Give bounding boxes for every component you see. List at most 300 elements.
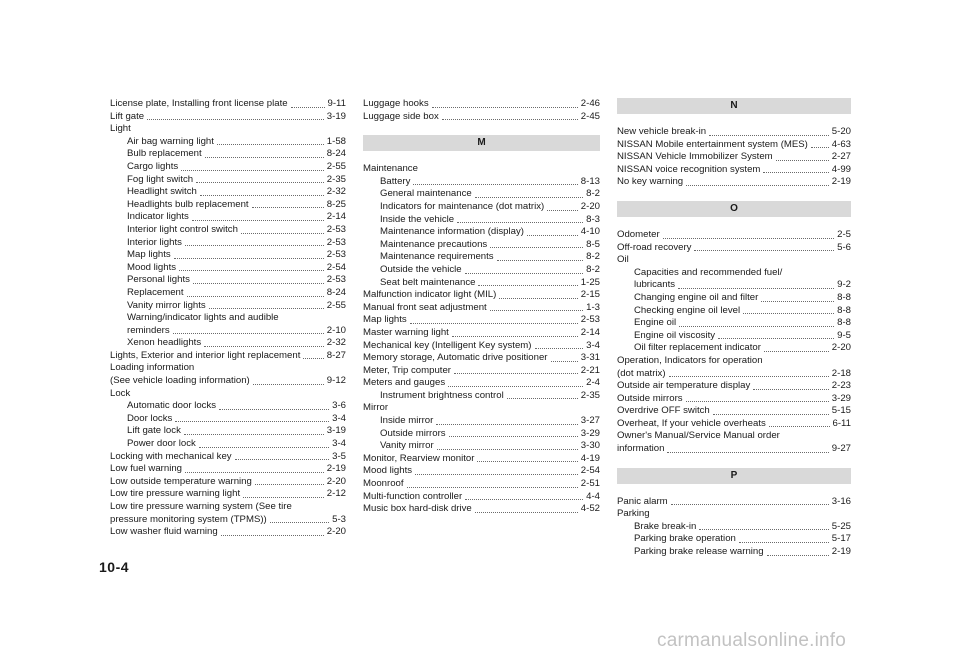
entry-label: NISSAN voice recognition system bbox=[617, 163, 761, 175]
index-entry-luggage-hooks bbox=[363, 98, 600, 111]
entry-label: Meters and gauges bbox=[363, 377, 446, 389]
index-entry-nissan-vehicle-immobilizer-system bbox=[617, 151, 851, 164]
dot-leader bbox=[452, 336, 578, 337]
dot-leader bbox=[663, 238, 834, 239]
dot-leader bbox=[679, 326, 834, 327]
entry-page-ref: 2-15 bbox=[580, 289, 600, 301]
dot-leader bbox=[686, 185, 829, 186]
entry-page-ref: 2-12 bbox=[326, 488, 346, 500]
entry-page-ref: 2-5 bbox=[837, 228, 851, 240]
index-entry-pressure-monitoring-system-tpms bbox=[110, 514, 346, 527]
spacer bbox=[363, 123, 600, 135]
index-entry-meter-trip-computer bbox=[363, 365, 600, 378]
dot-leader bbox=[415, 474, 578, 475]
entry-label: Memory storage, Automatic drive positioner bbox=[363, 352, 548, 364]
index-heading-warning-indicator-lights-and-audible: Warning/indicator lights and audible bbox=[127, 312, 279, 324]
entry-label: Xenon headlights bbox=[127, 337, 202, 349]
entry-page-ref: 2-35 bbox=[580, 389, 600, 401]
entry-page-ref: 8-8 bbox=[837, 317, 851, 329]
index-entry-vanity-mirror bbox=[363, 440, 600, 453]
dot-leader bbox=[739, 542, 829, 543]
entry-page-ref: 3-29 bbox=[831, 392, 851, 404]
index-entry-multi-function-controller bbox=[363, 491, 600, 504]
entry-page-ref: 5-6 bbox=[837, 241, 851, 253]
entry-label: Lift gate bbox=[110, 110, 145, 122]
entry-label: Multi-function controller bbox=[363, 490, 463, 502]
entry-label: Inside the vehicle bbox=[380, 213, 455, 225]
dot-leader bbox=[764, 351, 829, 352]
section-letter-m: M bbox=[363, 135, 600, 151]
entry-page-ref: 8-2 bbox=[586, 188, 600, 200]
entry-page-ref: 2-51 bbox=[580, 478, 600, 490]
dot-leader bbox=[291, 107, 325, 108]
index-entry-air-bag-warning-light bbox=[110, 136, 346, 149]
index-entry-power-door-lock bbox=[110, 438, 346, 451]
entry-label: Off-road recovery bbox=[617, 241, 692, 253]
entry-page-ref: 2-35 bbox=[326, 173, 346, 185]
entry-page-ref: 3-19 bbox=[326, 110, 346, 122]
dot-leader bbox=[252, 207, 324, 208]
dot-leader bbox=[187, 296, 324, 297]
entry-label: Outside mirrors bbox=[380, 427, 446, 439]
entry-label: Low tire pressure warning light bbox=[110, 488, 241, 500]
entry-page-ref: 3-4 bbox=[586, 339, 600, 351]
entry-label: No key warning bbox=[617, 176, 684, 188]
dot-leader bbox=[217, 144, 324, 145]
entry-page-ref: 8-27 bbox=[326, 349, 346, 361]
entry-page-ref: 8-13 bbox=[580, 175, 600, 187]
entry-label: Interior light control switch bbox=[127, 223, 238, 235]
entry-label: (See vehicle loading information) bbox=[110, 375, 250, 387]
entry-page-ref: 2-14 bbox=[326, 211, 346, 223]
dot-leader bbox=[743, 313, 834, 314]
dot-leader bbox=[694, 250, 834, 251]
entry-page-ref: 4-4 bbox=[586, 490, 600, 502]
entry-page-ref: 3-30 bbox=[580, 440, 600, 452]
dot-leader bbox=[270, 522, 329, 523]
spacer bbox=[617, 484, 851, 496]
index-entry-master-warning-light bbox=[363, 327, 600, 340]
entry-page-ref: 2-55 bbox=[326, 299, 346, 311]
dot-leader bbox=[499, 298, 577, 299]
dot-leader bbox=[173, 333, 324, 334]
dot-leader bbox=[761, 301, 834, 302]
index-heading-oil: Oil bbox=[617, 254, 629, 266]
index-entry-lift-gate bbox=[110, 111, 346, 124]
index-entry-low-tire-pressure-warning-light bbox=[110, 488, 346, 501]
dot-leader bbox=[669, 376, 829, 377]
index-entry-monitor-rearview-monitor bbox=[363, 453, 600, 466]
entry-label: Odometer bbox=[617, 228, 660, 240]
dot-leader bbox=[686, 401, 829, 402]
entry-page-ref: 4-99 bbox=[831, 163, 851, 175]
dot-leader bbox=[811, 147, 829, 148]
index-entry-oil-filter-replacement-indicator bbox=[617, 342, 851, 355]
entry-label: General maintenance bbox=[380, 188, 472, 200]
entry-label: pressure monitoring system (TPMS)) bbox=[110, 513, 267, 525]
index-entry-outside-mirrors bbox=[363, 428, 600, 441]
entry-label: Lights, Exterior and interior light replacement bbox=[110, 349, 301, 361]
entry-label: Low washer fluid warning bbox=[110, 526, 218, 538]
entry-page-ref: 2-53 bbox=[326, 223, 346, 235]
entry-page-ref: 2-54 bbox=[326, 261, 346, 273]
dot-leader bbox=[535, 348, 584, 349]
entry-label: Moonroof bbox=[363, 478, 404, 490]
entry-label: Luggage hooks bbox=[363, 98, 429, 109]
entry-label: Parking brake release warning bbox=[634, 546, 764, 558]
entry-label: Low fuel warning bbox=[110, 463, 182, 475]
watermark-text: carmanualsonline.info bbox=[657, 630, 847, 651]
dot-leader bbox=[667, 452, 828, 453]
entry-label: information bbox=[617, 443, 665, 455]
index-entry-music-box-hard-disk-drive bbox=[363, 503, 600, 516]
entry-page-ref: 5-20 bbox=[831, 126, 851, 137]
entry-label: Outside mirrors bbox=[617, 392, 683, 404]
index-entry-bulb-replacement bbox=[110, 148, 346, 161]
index-heading-parking: Parking bbox=[617, 508, 650, 520]
dot-leader bbox=[477, 461, 577, 462]
dot-leader bbox=[475, 512, 578, 513]
section-letter-o: O bbox=[617, 201, 851, 217]
index-entry-replacement bbox=[110, 287, 346, 300]
index-entry-mood-lights bbox=[110, 262, 346, 275]
index-entry-engine-oil-viscosity bbox=[617, 330, 851, 343]
entry-label: Parking brake operation bbox=[634, 533, 736, 545]
dot-leader bbox=[507, 398, 578, 399]
index-entry-new-vehicle-break-in bbox=[617, 126, 851, 139]
entry-page-ref: 2-20 bbox=[326, 475, 346, 487]
entry-label: Instrument brightness control bbox=[380, 389, 504, 401]
dot-leader bbox=[196, 182, 324, 183]
entry-label: Door locks bbox=[127, 412, 173, 424]
entry-label: Vanity mirror bbox=[380, 440, 434, 452]
index-entry-maintenance-requirements bbox=[363, 251, 600, 264]
dot-leader bbox=[527, 235, 578, 236]
entry-page-ref: 9-27 bbox=[831, 443, 851, 455]
index-entry-lights-exterior-and-interior-light-repla bbox=[110, 350, 346, 363]
index-entry-information bbox=[617, 443, 851, 456]
entry-label: Indicator lights bbox=[127, 211, 189, 223]
entry-page-ref: 3-19 bbox=[326, 425, 346, 437]
index-entry-map-lights bbox=[110, 249, 346, 262]
index-entry-locking-with-mechanical-key bbox=[110, 451, 346, 464]
entry-page-ref: 5-15 bbox=[831, 405, 851, 417]
entry-label: Low outside temperature warning bbox=[110, 475, 252, 487]
spacer bbox=[617, 217, 851, 229]
entry-label: Vanity mirror lights bbox=[127, 299, 206, 311]
dot-leader bbox=[671, 504, 829, 505]
index-entry-lift-gate-lock bbox=[110, 425, 346, 438]
dot-leader bbox=[475, 197, 583, 198]
entry-label: Outside the vehicle bbox=[380, 263, 462, 275]
entry-page-ref: 2-32 bbox=[326, 337, 346, 349]
entry-page-ref: 8-25 bbox=[326, 198, 346, 210]
index-entry-instrument-brightness-control bbox=[363, 390, 600, 403]
index-entry-checking-engine-oil-level bbox=[617, 305, 851, 318]
index-heading-capacities-and-recommended-fuel: Capacities and recommended fuel/ bbox=[634, 266, 783, 278]
dot-leader bbox=[776, 160, 829, 161]
index-entry-indicator-lights bbox=[110, 211, 346, 224]
dot-leader bbox=[241, 233, 324, 234]
entry-page-ref: 2-4 bbox=[586, 377, 600, 389]
dot-leader bbox=[243, 497, 324, 498]
entry-page-ref: 2-14 bbox=[580, 326, 600, 338]
entry-page-ref: 3-27 bbox=[580, 415, 600, 427]
index-entry-inside-the-vehicle bbox=[363, 214, 600, 227]
dot-leader bbox=[678, 288, 834, 289]
dot-leader bbox=[303, 358, 323, 359]
dot-leader bbox=[193, 283, 324, 284]
index-heading-maintenance: Maintenance bbox=[363, 163, 418, 175]
entry-page-ref: 2-45 bbox=[580, 110, 600, 122]
entry-label: Engine oil bbox=[634, 317, 677, 329]
dot-leader bbox=[221, 535, 324, 536]
index-entry-fog-light-switch bbox=[110, 174, 346, 187]
entry-page-ref: 9-11 bbox=[327, 98, 346, 109]
index-entry-seat-belt-maintenance bbox=[363, 277, 600, 290]
dot-leader bbox=[699, 529, 828, 530]
entry-page-ref: 2-54 bbox=[580, 465, 600, 477]
entry-page-ref: 2-53 bbox=[580, 314, 600, 326]
index-heading-owner-s-manual-service-manual-order: Owner's Manual/Service Manual order bbox=[617, 430, 780, 442]
entry-page-ref: 3-6 bbox=[332, 400, 346, 412]
entry-page-ref: 2-21 bbox=[580, 364, 600, 376]
index-entry-mood-lights bbox=[363, 465, 600, 478]
dot-leader bbox=[219, 409, 329, 410]
index-entry-automatic-door-locks bbox=[110, 400, 346, 413]
entry-label: NISSAN Mobile entertainment system (MES) bbox=[617, 138, 808, 150]
entry-label: Panic alarm bbox=[617, 495, 668, 507]
dot-leader bbox=[442, 119, 578, 120]
entry-label: Mechanical key (Intelligent Key system) bbox=[363, 339, 532, 351]
entry-page-ref: 2-20 bbox=[326, 526, 346, 538]
entry-page-ref: 8-24 bbox=[326, 148, 346, 160]
entry-label: Engine oil viscosity bbox=[634, 329, 716, 341]
entry-page-ref: 1-25 bbox=[580, 276, 600, 288]
dot-leader bbox=[436, 424, 577, 425]
dot-leader bbox=[767, 555, 829, 556]
entry-page-ref: 8-2 bbox=[586, 251, 600, 263]
index-entry-interior-lights bbox=[110, 237, 346, 250]
entry-page-ref: 2-32 bbox=[326, 186, 346, 198]
dot-leader bbox=[147, 119, 324, 120]
dot-leader bbox=[185, 472, 324, 473]
entry-page-ref: 5-25 bbox=[831, 520, 851, 532]
entry-label: NISSAN Vehicle Immobilizer System bbox=[617, 151, 773, 163]
index-entry-outside-the-vehicle bbox=[363, 264, 600, 277]
index-entry-no-key-warning bbox=[617, 176, 851, 189]
index-heading-light: Light bbox=[110, 123, 131, 135]
entry-page-ref: 4-19 bbox=[580, 452, 600, 464]
dot-leader bbox=[175, 421, 329, 422]
index-entry-indicators-for-maintenance-dot-matrix bbox=[363, 201, 600, 214]
dot-leader bbox=[763, 172, 828, 173]
entry-label: Automatic door locks bbox=[127, 400, 217, 412]
dot-leader bbox=[179, 270, 324, 271]
entry-label: Map lights bbox=[363, 314, 407, 326]
index-entry-see-vehicle-loading-information bbox=[110, 375, 346, 388]
entry-page-ref: 8-2 bbox=[586, 263, 600, 275]
entry-label: Malfunction indicator light (MIL) bbox=[363, 289, 497, 301]
index-entry-panic-alarm bbox=[617, 496, 851, 509]
index-entry-overdrive-off-switch bbox=[617, 405, 851, 418]
entry-page-ref: 3-4 bbox=[332, 412, 346, 424]
index-entry-interior-light-control-switch bbox=[110, 224, 346, 237]
index-column-2 bbox=[363, 98, 600, 516]
entry-page-ref: 8-8 bbox=[837, 304, 851, 316]
index-entry-reminders bbox=[110, 325, 346, 338]
index-entry-door-locks bbox=[110, 413, 346, 426]
entry-label: Battery bbox=[380, 175, 411, 187]
entry-page-ref: 2-27 bbox=[831, 151, 851, 163]
entry-label: Mood lights bbox=[127, 261, 177, 273]
entry-label: (dot matrix) bbox=[617, 367, 666, 379]
index-entry-memory-storage-automatic-drive-positione bbox=[363, 352, 600, 365]
dot-leader bbox=[209, 308, 324, 309]
section-letter-n: N bbox=[617, 98, 851, 114]
index-entry-general-maintenance bbox=[363, 188, 600, 201]
entry-label: Fog light switch bbox=[127, 173, 194, 185]
index-heading-low-tire-pressure-warning-system-see-tir: Low tire pressure warning system (See tire bbox=[110, 501, 292, 512]
index-entry-low-fuel-warning bbox=[110, 463, 346, 476]
entry-label: Luggage side box bbox=[363, 110, 439, 122]
dot-leader bbox=[478, 285, 577, 286]
entry-page-ref: 2-20 bbox=[580, 200, 600, 212]
entry-label: Outside air temperature display bbox=[617, 380, 751, 392]
dot-leader bbox=[253, 384, 324, 385]
entry-label: Personal lights bbox=[127, 274, 190, 286]
index-heading-lock: Lock bbox=[110, 387, 131, 399]
index-entry-lubricants bbox=[617, 279, 851, 292]
index-entry-cargo-lights bbox=[110, 161, 346, 174]
spacer bbox=[363, 151, 600, 163]
entry-page-ref: 2-53 bbox=[326, 274, 346, 286]
index-column-1 bbox=[110, 98, 346, 539]
dot-leader bbox=[407, 487, 578, 488]
index-entry-low-washer-fluid-warning bbox=[110, 526, 346, 539]
entry-page-ref: 2-19 bbox=[831, 546, 851, 558]
dot-leader bbox=[437, 449, 578, 450]
index-entry-battery bbox=[363, 176, 600, 189]
index-entry-malfunction-indicator-light-mil bbox=[363, 289, 600, 302]
entry-label: Mood lights bbox=[363, 465, 413, 477]
entry-page-ref: 1-3 bbox=[586, 301, 600, 313]
entry-page-ref: 8-3 bbox=[586, 213, 600, 225]
dot-leader bbox=[204, 346, 324, 347]
entry-label: Map lights bbox=[127, 249, 171, 261]
dot-leader bbox=[449, 436, 578, 437]
dot-leader bbox=[199, 447, 329, 448]
entry-page-ref: 2-53 bbox=[326, 236, 346, 248]
dot-leader bbox=[174, 258, 324, 259]
index-entry-low-outside-temperature-warning bbox=[110, 476, 346, 489]
dot-leader bbox=[200, 195, 324, 196]
dot-leader bbox=[205, 157, 324, 158]
entry-page-ref: 8-24 bbox=[326, 286, 346, 298]
dot-leader bbox=[235, 459, 330, 460]
entry-label: Interior lights bbox=[127, 236, 182, 248]
entry-label: Manual front seat adjustment bbox=[363, 301, 487, 313]
index-entry-outside-mirrors bbox=[617, 393, 851, 406]
entry-page-ref: 3-31 bbox=[580, 352, 600, 364]
entry-label: License plate, Installing front license plate bbox=[110, 98, 288, 109]
dot-leader bbox=[255, 484, 324, 485]
index-heading-mirror: Mirror bbox=[363, 402, 389, 414]
dot-leader bbox=[490, 310, 583, 311]
entry-page-ref: 9-12 bbox=[326, 375, 346, 387]
entry-page-ref: 3-16 bbox=[831, 495, 851, 507]
dot-leader bbox=[551, 361, 578, 362]
entry-page-ref: 2-19 bbox=[326, 463, 346, 475]
index-entry-headlight-switch bbox=[110, 186, 346, 199]
entry-label: New vehicle break-in bbox=[617, 126, 707, 137]
entry-page-ref: 4-52 bbox=[580, 503, 600, 515]
dot-leader bbox=[465, 273, 584, 274]
dot-leader bbox=[709, 135, 829, 136]
index-entry-parking-brake-operation bbox=[617, 533, 851, 546]
dot-leader bbox=[713, 414, 829, 415]
index-entry-moonroof bbox=[363, 478, 600, 491]
entry-label: Oil filter replacement indicator bbox=[634, 342, 761, 354]
entry-label: Lift gate lock bbox=[127, 425, 181, 437]
dot-leader bbox=[184, 434, 324, 435]
dot-leader bbox=[547, 210, 578, 211]
dot-leader bbox=[413, 184, 577, 185]
entry-page-ref: 8-8 bbox=[837, 291, 851, 303]
dot-leader bbox=[192, 220, 324, 221]
entry-label: lubricants bbox=[634, 279, 676, 291]
dot-leader bbox=[432, 107, 578, 108]
dot-leader bbox=[448, 386, 583, 387]
dot-leader bbox=[410, 323, 578, 324]
entry-page-ref: 1-58 bbox=[326, 135, 346, 147]
entry-page-ref: 2-19 bbox=[831, 176, 851, 188]
entry-label: Air bag warning light bbox=[127, 135, 214, 147]
entry-label: Headlight switch bbox=[127, 186, 197, 198]
entry-page-ref: 4-63 bbox=[831, 138, 851, 150]
entry-label: Headlights bulb replacement bbox=[127, 198, 249, 210]
entry-label: Indicators for maintenance (dot matrix) bbox=[380, 200, 545, 212]
entry-label: Overdrive OFF switch bbox=[617, 405, 710, 417]
entry-label: Seat belt maintenance bbox=[380, 276, 476, 288]
entry-page-ref: 2-18 bbox=[831, 367, 851, 379]
spacer bbox=[617, 189, 851, 201]
dot-leader bbox=[181, 170, 324, 171]
dot-leader bbox=[718, 338, 834, 339]
entry-label: reminders bbox=[127, 324, 170, 336]
entry-label: Brake break-in bbox=[634, 520, 697, 532]
entry-page-ref: 3-5 bbox=[332, 450, 346, 462]
entry-page-ref: 2-55 bbox=[326, 160, 346, 172]
index-entry-brake-break-in bbox=[617, 521, 851, 534]
entry-page-ref: 2-20 bbox=[831, 342, 851, 354]
entry-label: Master warning light bbox=[363, 326, 449, 338]
index-entry-meters-and-gauges bbox=[363, 377, 600, 390]
index-entry-headlights-bulb-replacement bbox=[110, 199, 346, 212]
entry-label: Locking with mechanical key bbox=[110, 450, 232, 462]
index-entry-inside-mirror bbox=[363, 415, 600, 428]
entry-page-ref: 3-4 bbox=[332, 438, 346, 450]
entry-label: Maintenance information (display) bbox=[380, 226, 524, 238]
dot-leader bbox=[454, 373, 578, 374]
entry-label: Inside mirror bbox=[380, 415, 434, 427]
spacer bbox=[617, 114, 851, 126]
entry-label: Bulb replacement bbox=[127, 148, 202, 160]
index-entry-mechanical-key-intelligent-key-system bbox=[363, 340, 600, 353]
entry-label: Checking engine oil level bbox=[634, 304, 741, 316]
entry-page-ref: 6-11 bbox=[832, 417, 851, 429]
index-entry-maintenance-precautions bbox=[363, 239, 600, 252]
